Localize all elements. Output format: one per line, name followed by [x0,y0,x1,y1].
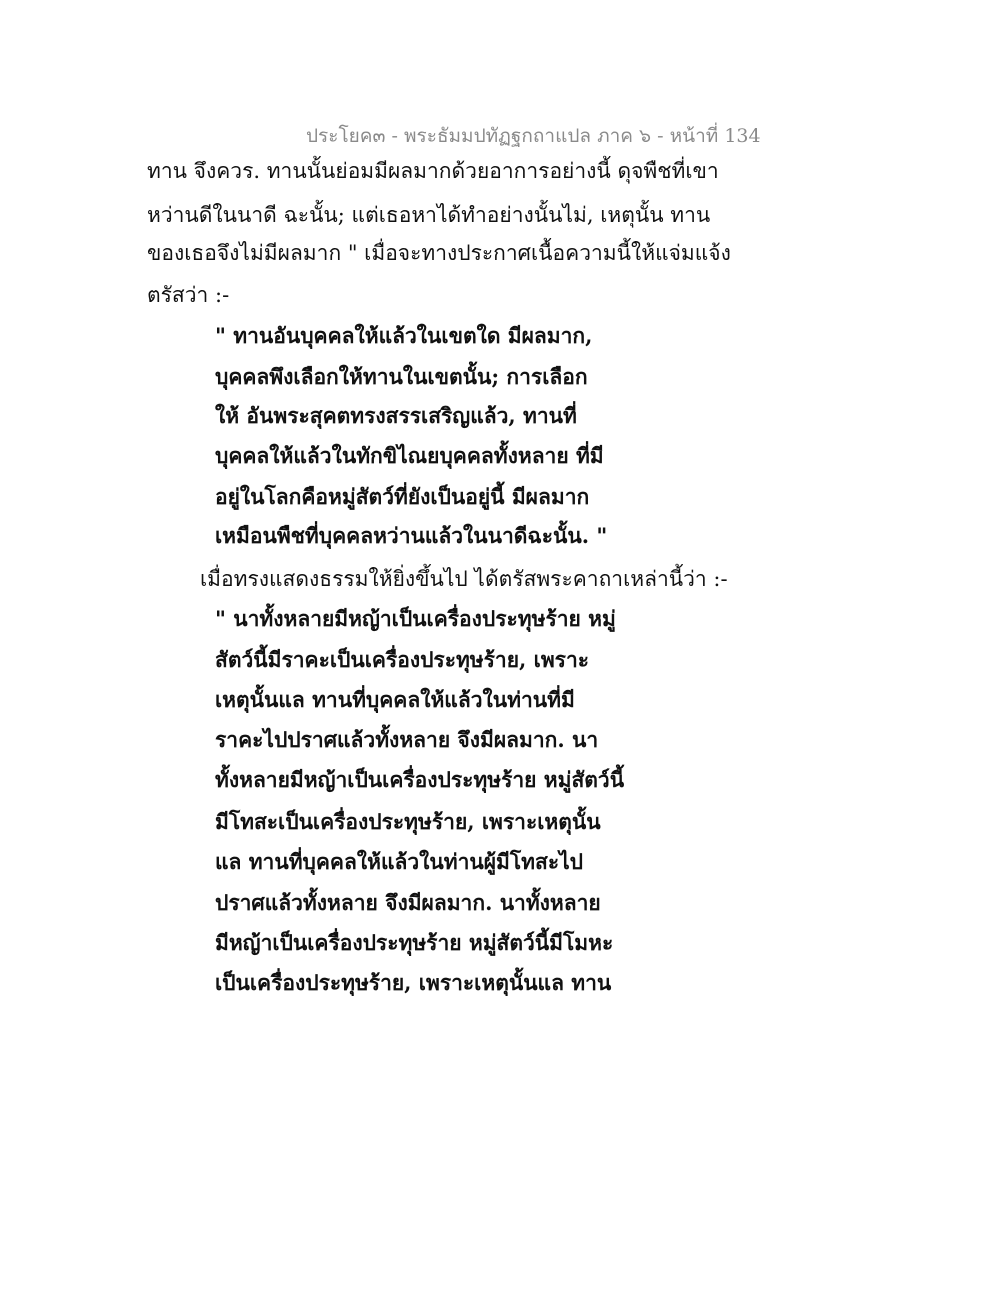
verse-line: " นาทั้งหลายมีหญ้าเป็นเครื่องประทุษร้าย หมู่ [215,606,616,631]
prose-line: ทาน จึงควร. ทานนั้นย่อมมีผลมากด้วยอาการอย่างนี้ ดุจพืชที่เขา [147,159,719,183]
verse-line: ให้ อันพระสุคตทรงสรรเสริญแล้ว, ทานที่ [215,403,577,428]
prose-line: หว่านดีในนาดี ฉะนั้น; แต่เธอหาได้ทำอย่างนั้นไม่, เหตุนั้น ทาน [147,203,711,227]
verse-line: บุคคลให้แล้วในทักขิไณยบุคคลทั้งหลาย ที่มี [215,443,604,468]
verse-line: แล ทานที่บุคคลให้แล้วในท่านผู้มีโทสะไป [215,849,583,874]
verse-line: มีหญ้าเป็นเครื่องประทุษร้าย หมู่สัตว์นี้มีโมหะ [215,930,614,955]
verse-line: เป็นเครื่องประทุษร้าย, เพราะเหตุนั้นแล ทาน [215,970,612,995]
verse-line: ปราศแล้วทั้งหลาย จึงมีผลมาก. นาทั้งหลาย [215,890,601,915]
verse-line: เหตุนั้นแล ทานที่บุคคลให้แล้วในท่านที่มี [215,687,575,712]
verse-line: สัตว์นี้มีราคะเป็นเครื่องประทุษร้าย, เพราะ [215,647,590,672]
prose-line: ของเธอจึงไม่มีผลมาก " เมื่อจะทางประกาศเนื้อความนี้ให้แจ่มแจ้ง [147,241,731,265]
verse-line: เหมือนพืชที่บุคคลหว่านแล้วในนาดีฉะนั้น. " [215,523,608,548]
verse-line: บุคคลพึงเลือกให้ทานในเขตนั้น; การเลือก [215,364,588,389]
verse-line: ทั้งหลายมีหญ้าเป็นเครื่องประทุษร้าย หมู่สัตว์นี้ [215,767,625,792]
page-header: ประโยค๓ - พระธัมมปทัฏฐกถาแปล ภาค ๖ - หน้าที่ 134 [306,125,761,147]
verse-line: มีโทสะเป็นเครื่องประทุษร้าย, เพราะเหตุนั้น [215,809,601,834]
verse-line: อยู่ในโลกคือหมู่สัตว์ที่ยังเป็นอยู่นี้ มีผลมาก [215,484,590,509]
prose-line: ตรัสว่า :- [147,283,230,307]
verse-line: ราคะไปปราศแล้วทั้งหลาย จึงมีผลมาก. นา [215,727,599,752]
verse-line: " ทานอันบุคคลให้แล้วในเขตใด มีผลมาก, [215,323,593,348]
stanza-intro: เมื่อทรงแสดงธรรมให้ยิ่งขึ้นไป ได้ตรัสพระคาถาเหล่านี้ว่า :- [200,567,728,591]
